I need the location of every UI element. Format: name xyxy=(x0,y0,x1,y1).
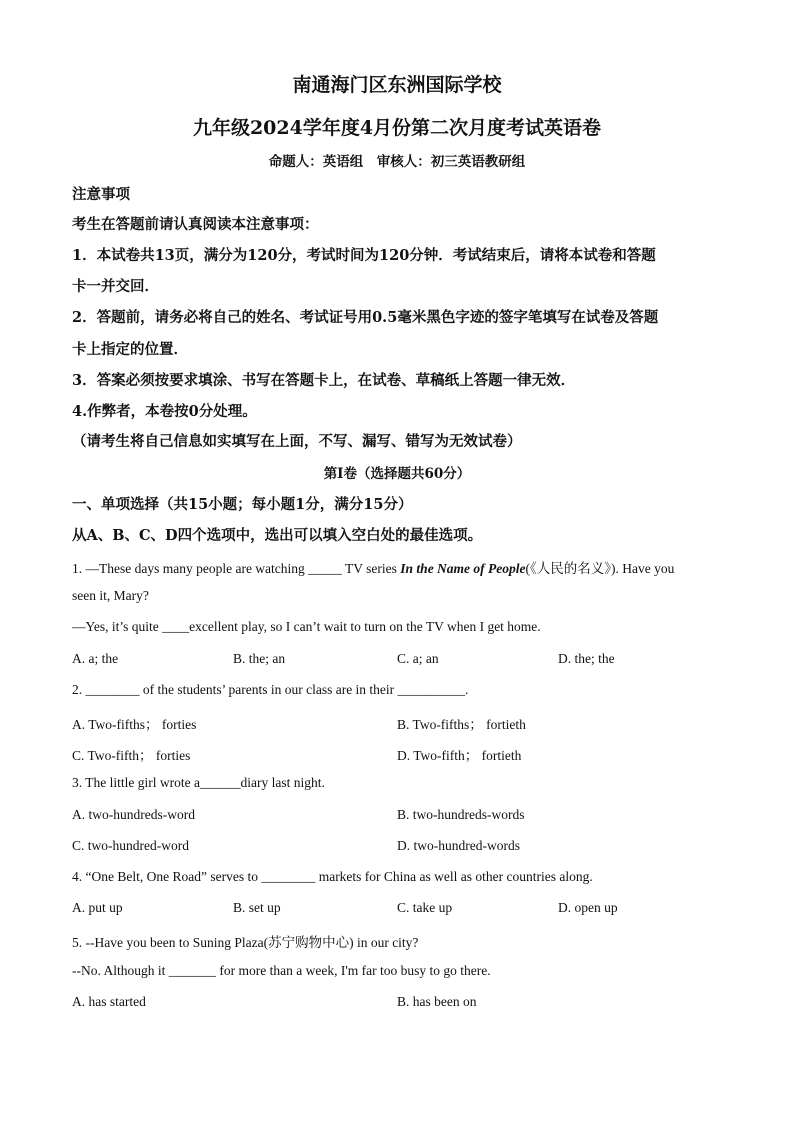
q5-option-a: A. has started xyxy=(72,994,146,1009)
section-instruction: 从A、B、C、D四个选项中，选出可以填入空白处的最佳选项。 xyxy=(72,527,483,544)
q1-reply: —Yes, it’s quite ____excellent play, so I can’t wait to turn on the TV when I get home. xyxy=(72,619,541,634)
q2-option-d: D. Two-fifth； fortieth xyxy=(397,748,522,763)
notice-item-2: 2．答题前，请务必将自己的姓名、考试证号用0.5毫米黑色字迹的签字笔填写在试卷及答题 xyxy=(72,309,659,326)
q2-option-c: C. Two-fifth； forties xyxy=(72,748,191,763)
q3-option-b: B. two-hundreds-words xyxy=(397,807,525,822)
q4-stem: 4. “One Belt, One Road” serves to ________ markets for China as well as other countries along. xyxy=(72,869,593,884)
q3-option-a: A. two-hundreds-word xyxy=(72,807,195,822)
q3-option-c: C. two-hundred-word xyxy=(72,838,189,853)
school-title: 南通海门区东洲国际学校 xyxy=(292,74,502,96)
q4-option-d: D. open up xyxy=(558,900,618,915)
q1-stem-title: In the Name of People xyxy=(400,561,526,576)
authors-line: 命题人：英语组 审核人：初三英语教研组 xyxy=(268,154,526,170)
q2-option-a: A. Two-fifths； forties xyxy=(72,717,197,732)
q5-reply: --No. Although it _______ for more than a week, I'm far too busy to go there. xyxy=(72,963,491,978)
q1-option-a: A. a; the xyxy=(72,651,119,666)
q1-option-d: D. the; the xyxy=(558,651,615,666)
q4-option-c: C. take up xyxy=(397,900,453,915)
q2-stem: 2. ________ of the students’ parents in our class are in their __________. xyxy=(72,682,469,697)
part-title: 第Ⅰ卷（选择题共60分） xyxy=(323,466,471,482)
notice-item-1: 1．本试卷共13页，满分为120分，考试时间为120分钟．考试结束后，请将本试卷和答题 xyxy=(72,247,656,264)
q1-stem-tail: (《人民的名义》). Have you xyxy=(525,561,675,576)
q3-option-d: D. two-hundred-words xyxy=(397,838,520,853)
notice-item-4: 4.作弊者，本卷按0分处理。 xyxy=(72,403,257,420)
notice-heading: 注意事项 xyxy=(72,186,130,203)
q5-option-b: B. has been on xyxy=(397,994,477,1009)
notice-item-1-cont: 卡一并交回． xyxy=(72,278,159,295)
q1-option-c: C. a; an xyxy=(397,651,439,666)
q4-option-b: B. set up xyxy=(233,900,281,915)
notice-reminder: （请考生将自己信息如实填写在上面，不写、漏写、错写为无效试卷） xyxy=(72,433,522,450)
q1-stem xyxy=(72,557,674,577)
q1-stem-cont: seen it, Mary? xyxy=(72,588,149,603)
notice-item-3: 3．答案必须按要求填涂、书写在答题卡上，在试卷、草稿纸上答题一律无效． xyxy=(72,372,576,389)
q4-option-a: A. put up xyxy=(72,900,123,915)
q2-option-b: B. Two-fifths； fortieth xyxy=(397,717,526,732)
q1-option-b: B. the; an xyxy=(233,651,286,666)
q1-stem-text: 1. —These days many people are watching _____ TV series xyxy=(72,561,401,576)
notice-intro: 考生在答题前请认真阅读本注意事项： xyxy=(72,216,319,233)
q5-stem: 5. --Have you been to Suning Plaza(苏宁购物中心) in our city? xyxy=(72,935,419,950)
exam-title: 九年级2024学年度4月份第二次月度考试英语卷 xyxy=(192,117,602,139)
section-heading: 一、单项选择（共15小题；每小题1分，满分15分） xyxy=(72,496,413,513)
q3-stem: 3. The little girl wrote a______diary last night. xyxy=(72,775,325,790)
notice-item-2-cont: 卡上指定的位置． xyxy=(72,341,188,358)
